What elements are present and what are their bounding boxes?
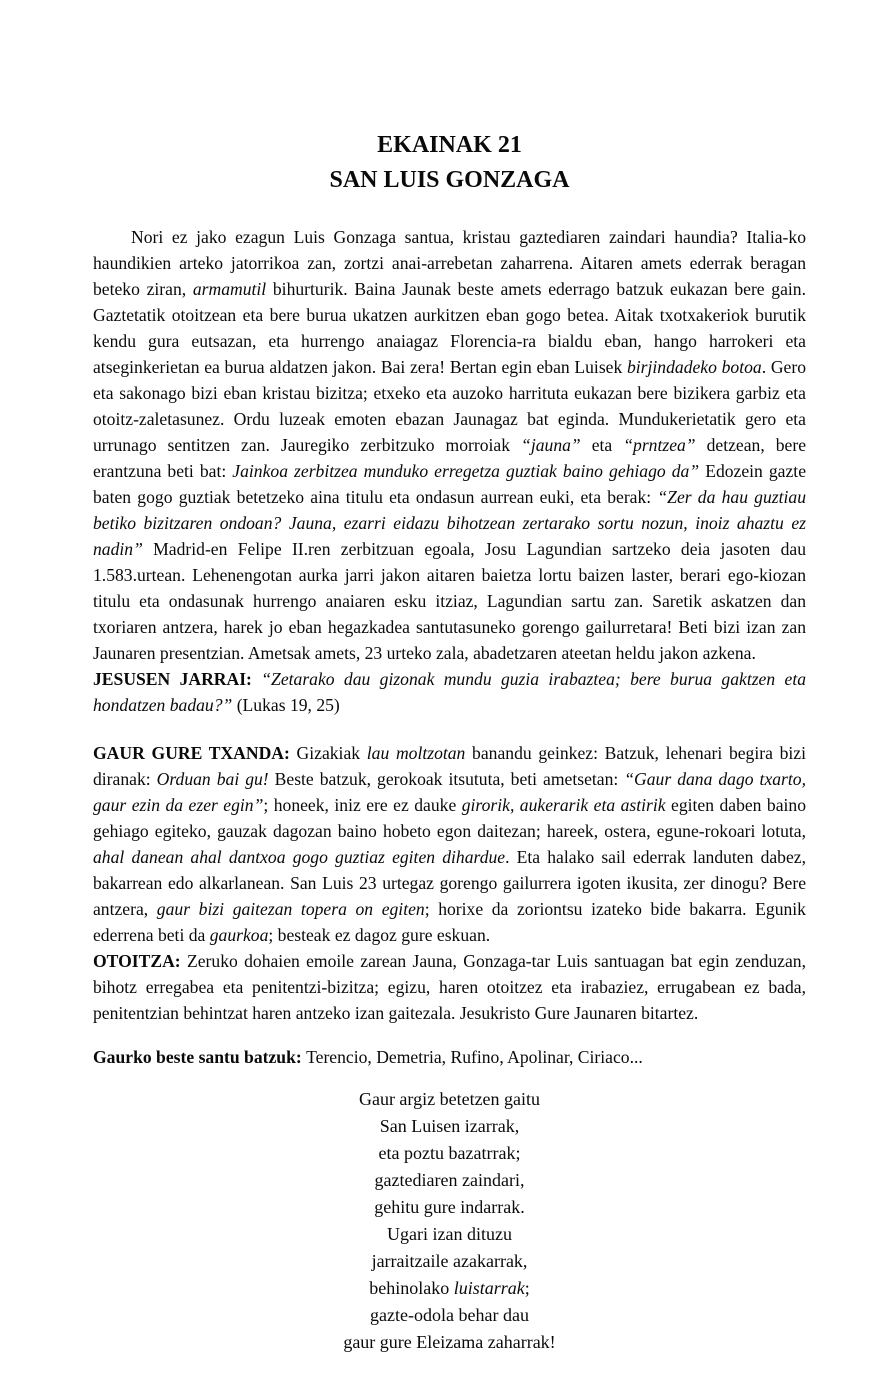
paragraph-gaur-gure-txanda: GAUR GURE TXANDA: Gizakiak lau moltzotan banandu geinkez: Batzuk, lehenari begira bizi diranak: Orduan bai gu! Beste batzuk, gerokoak itsututa, beti ametsetan: “Gaur dana dago txarto, gaur ezin da ezer egin”; honeek, iniz ere ez dauke girorik, aukerarik eta astirik egiten daben baino gehiago egiteko, gauzak dagozan baino hobeto egon daitezan; hareek, ostera, egune-rokoari lotuta, ahal danean ahal dantxoa gogo guztiaz egiten dihardue. Eta halako sail ederrak landuten dabez, bakarrean edo alkarlanean. San Luis 23 urtegaz gorengo gailurrera igoten ikusita, zer dinogu? Bere antzera, gaur bizi gaitezan topera on egiten; horixe da zoriontsu izateko bide bakarra. Egunik ederrena beti da gaurkoa; besteak ez dagoz gure eskuan. bbox=[93, 743, 807, 945]
poem-line: gaztediaren zaindari, bbox=[374, 1170, 525, 1190]
poem-line: eta poztu bazatrrak; bbox=[378, 1143, 521, 1163]
paragraph-jesusen-jarrai: JESUSEN JARRAI: “Zetarako dau gizonak mundu guzia irabaztea; bere burua gaktzen eta hondatzen badau?” (Lukas 19, 25) bbox=[93, 669, 806, 715]
paragraph-otoitza: OTOITZA: Zeruko dohaien emoile zarean Jauna, Gonzaga-tar Luis santuagan bat egin zenduzan, bihotz erregabea eta penitentzi-bizitza; egizu, haren otoitzez eta irabaziez, errugabean ez bada, penitentzian behintzat haren antzeko izan gaitezala. Jesukristo Gure Jaunaren bitartez. bbox=[93, 951, 806, 1023]
poem-line: behinolako luistarrak; bbox=[369, 1278, 530, 1298]
poem-line: Gaur argiz betetzen gaitu bbox=[358, 1089, 541, 1109]
paragraph-biography: Nori ez jako ezagun Luis Gonzaga santua, kristau gaztediaren zaindari haundia? Italia-ko haundikien arteko jatorrikoa zan, zortzi anai-arrebetan zaharrena. Aitaren amets ederrak beragan beteko ziran, armamutil bihurturik. Baina Jaunak beste amets ederrago batzuk eukazan bere gain. Gaztetatik otoitzean eta bere burua ukatzen aurkitzen eban gogo betea. Aitak txotxakeriok burutik kendu gura eutsazan, eta hurrengo anaiagaz Florencia-ra bialdu eban, hango harrokeri eta atseginkerietan ea burua aldatzen jakon. Bai zera! Bertan egin eban Luisek birjindadeko botoa. Gero eta sakonago bizi eban kristau bizitza; etxeko eta auzoko harrituta eukazan bere bizikera garbiz eta otoitz-zaletasunez. Ordu luzeak emoten ebazan Jaunagaz bat eginda. Mundukerietatik gero eta urrunago sentitzen zan. Jauregiko zerbitzuko morroiak “jauna” eta “prntzea” detzean, bere erantzuna beti bat: Jainkoa zerbitzea munduko erregetza guztiak baino gehiago da” Edozein gazte baten gogo guztiak betetzeko aina titulu eta ondasun aurrean euki, eta berak: “Zer da hau guztiau betiko bizitzaren ondoan? Jauna, ezarri eidazu bihotzean zertarako sortu nozun, inoiz ahaztu ez nadin” Madrid-en Felipe II.ren zerbitzuan egoala, Josu Lagundian sartzeko deia jasoten dau 1.583.urtean. Lehenengotan aurka jarri jakon aitaren baietza lortu baizen laster, berari ego-kiozan titulu eta ondasunak hurrengo anaiaren esku itziaz, Lagundian sartu zan. Saretik askatzen dan txoriaren antzera, harek jo eban hegazkadea santutasuneko gorengo gailurretara! Beti bizi izan zan Jaunaren presentzian. Ametsak amets, 23 urteko zala, abadetzaren ateetan heldu jakon azkena. bbox=[93, 227, 806, 663]
poem-line: jarraitzaile azakarrak, bbox=[371, 1251, 528, 1271]
poem-line: gehitu gure indarrak. bbox=[374, 1197, 525, 1217]
page-title-date: EKAINAK 21 bbox=[377, 132, 522, 158]
poem-line: Ugari izan dituzu bbox=[387, 1224, 512, 1244]
paragraph-other-saints: Gaurko beste santu batzuk: Terencio, Demetria, Rufino, Apolinar, Ciriaco... bbox=[93, 1047, 643, 1067]
poem-line: San Luisen izarrak, bbox=[379, 1116, 520, 1136]
page-title bbox=[93, 128, 806, 198]
page-title-saint: SAN LUIS GONZAGA bbox=[329, 167, 570, 193]
poem-line: gazte-odola behar dau bbox=[370, 1305, 529, 1325]
poem bbox=[93, 1086, 806, 1356]
poem-line: gaur gure Eleizama zaharrak! bbox=[343, 1332, 556, 1352]
